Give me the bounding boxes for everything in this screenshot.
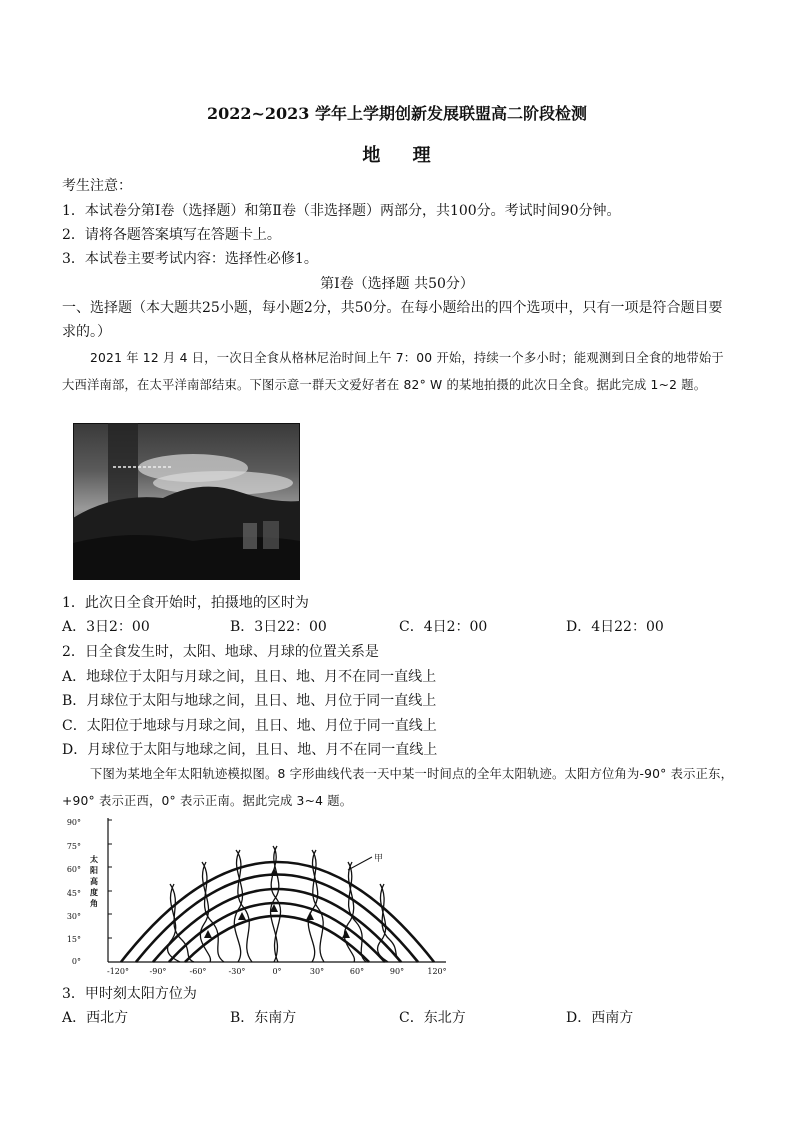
passage-2: 下图为某地全年太阳轨迹模拟图。8 字形曲线代表一天中某一时间点的全年太阳轨迹。太阳方位角为-90° 表示正东，+90° 表示正西，0° 表示正南。据此完成 3~4 题。 [62, 767, 734, 808]
subject-char-2: 理 [412, 145, 432, 166]
y-tick-0: 0° [71, 957, 81, 966]
y-tick-15: 15° [66, 935, 81, 944]
q1-option-c[interactable]: C．4日2：00 [399, 619, 488, 635]
x-tick-neg30: -30° [228, 967, 246, 976]
q2-option-b[interactable]: B．月球位于太阳与地球之间，且日、地、月位于同一直线上 [62, 693, 437, 709]
q3-option-b[interactable]: B．东南方 [230, 1010, 297, 1026]
note-item-2: 2．请将各题答案填写在答题卡上。 [62, 227, 281, 243]
x-tick-neg90: -90° [149, 967, 167, 976]
x-tick-60: 60° [349, 967, 365, 976]
y-axis-label-char: 度 [90, 888, 98, 897]
subject-char-1: 地 [362, 145, 382, 166]
y-axis-label-char: 高 [90, 877, 98, 886]
q1-option-a[interactable]: A．3日2：00 [62, 619, 150, 635]
x-tick-neg60: -60° [189, 967, 207, 976]
section-instructions: 一、选择题（本大题共25小题，每小题2分，共50分。在每小题给出的四个选项中，只有一项是符合题目要求的。） [62, 300, 723, 340]
y-tick-30: 30° [66, 912, 81, 921]
eclipse-photo [73, 423, 300, 580]
q1-option-b[interactable]: B．3日22：00 [230, 619, 327, 635]
note-item-1: 1．本试卷分第Ⅰ卷（选择题）和第Ⅱ卷（非选择题）两部分，共100分。考试时间90分钟。 [62, 203, 621, 219]
x-tick-neg120: -120° [107, 967, 129, 976]
x-tick-120: 120° [427, 967, 447, 976]
q2-stem: 2．日全食发生时，太阳、地球、月球的位置关系是 [62, 644, 379, 660]
q2-option-d[interactable]: D．月球位于太阳与地球之间，且日、地、月不在同一直线上 [62, 742, 438, 758]
marker-label: 甲 [374, 854, 384, 864]
y-axis-label-char: 角 [90, 899, 98, 908]
q3-stem: 3．甲时刻太阳方位为 [62, 986, 197, 1002]
q1-option-d[interactable]: D．4日22：00 [566, 619, 664, 635]
exam-title: 2022~2023 学年上学期创新发展联盟高二阶段检测 [206, 104, 588, 123]
section-title: 第Ⅰ卷（选择题 共50分） [320, 276, 474, 292]
x-tick-0: 0° [272, 967, 282, 976]
q3-option-c[interactable]: C．东北方 [399, 1010, 466, 1026]
q2-option-c[interactable]: C．太阳位于地球与月球之间，且日、地、月位于同一直线上 [62, 718, 437, 734]
y-tick-45: 45° [66, 889, 81, 898]
y-tick-75: 75° [66, 842, 81, 851]
sun-path-diagram [66, 812, 456, 978]
note-item-3: 3．本试卷主要考试内容：选择性必修1。 [62, 251, 318, 267]
y-axis-label [90, 854, 98, 908]
y-tick-60: 60° [66, 865, 81, 874]
passage-1: 2021 年 12 月 4 日，一次日全食从格林尼治时间上午 7：00 开始，持续一个多小时；能观测到日全食的地带始于大西洋南部，在太平洋南部结束。下图示意一群天文爱好者在 82° W 的某地拍摄的此次日全食。据此完成 1~2 题。 [62, 351, 724, 392]
x-tick-90: 90° [389, 967, 405, 976]
y-axis-label-char: 太 [90, 855, 98, 864]
subject-title [0, 141, 794, 167]
q2-option-a[interactable]: A．地球位于太阳与月球之间，且日、地、月不在同一直线上 [62, 669, 437, 685]
x-tick-30: 30° [309, 967, 325, 976]
q3-option-a[interactable]: A．西北方 [62, 1010, 129, 1026]
q1-stem: 1．此次日全食开始时，拍摄地的区时为 [62, 595, 309, 611]
y-tick-90: 90° [66, 818, 81, 827]
y-axis-label-char: 阳 [90, 866, 98, 875]
notes-label: 考生注意： [62, 178, 132, 194]
q3-option-d[interactable]: D．西南方 [566, 1010, 634, 1026]
